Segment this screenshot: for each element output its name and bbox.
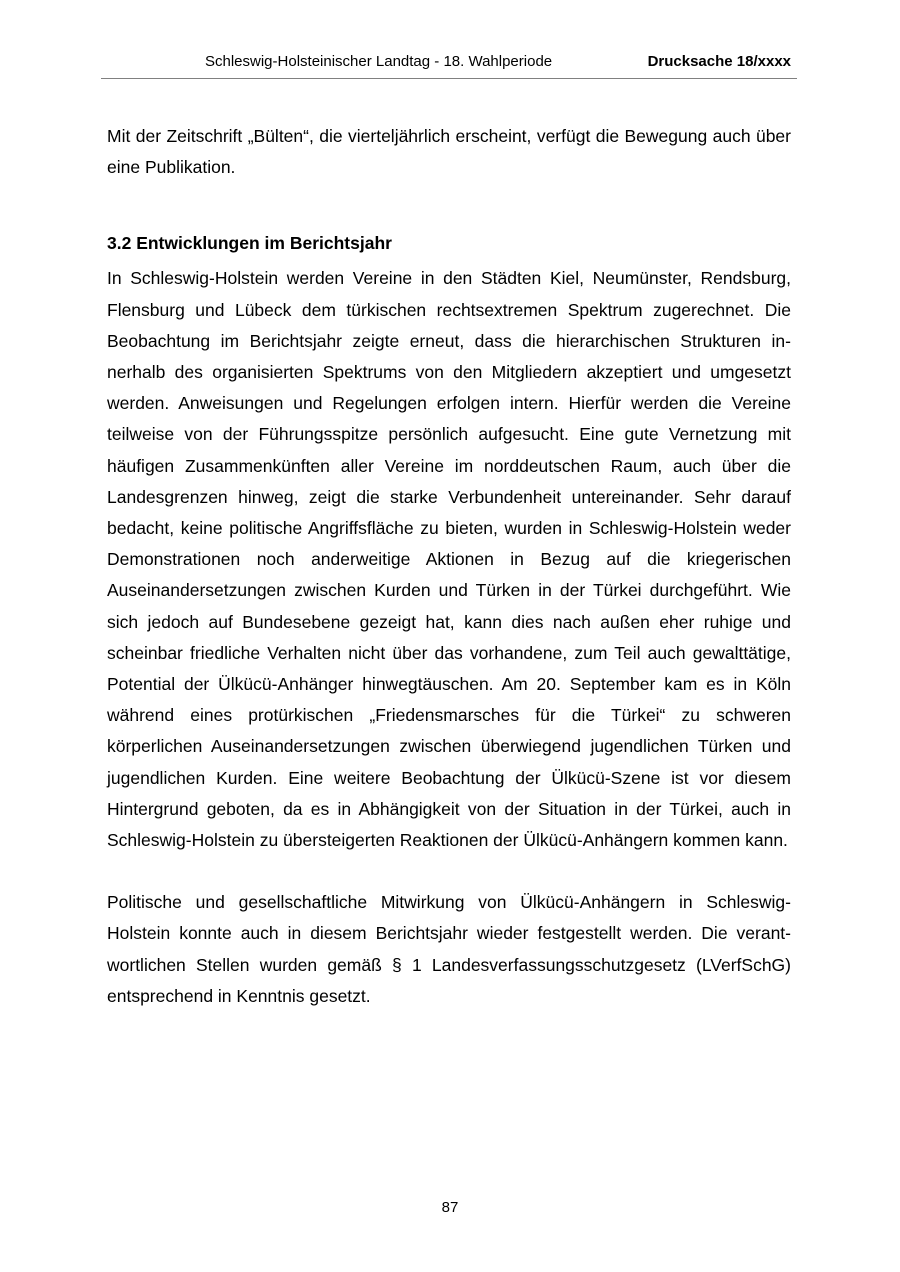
document-number: Drucksache 18/xxxx: [647, 53, 791, 70]
section-heading: 3.2 Entwicklungen im Berichtsjahr: [107, 233, 392, 254]
paragraph-spacer: [107, 856, 791, 887]
page-number: 87: [441, 1199, 459, 1216]
page-header: [101, 52, 797, 79]
document-body: [107, 121, 791, 1012]
body-paragraph-2: Politische und gesellschaftliche Mitwirkung von Ülkücü-Anhängern in Schleswig-Holstein konnte auch in diesem Berichtsjahr wieder festgestellt werden. Die verantwortlichen Stellen wurden gemäß § 1 Landesverfassungsschutzgesetz (LVerfSchG) entsprechend in Kenntnis gesetzt.: [107, 892, 791, 1006]
intro-paragraph: Mit der Zeitschrift „Bülten“, die vierteljährlich erscheint, verfügt die Bewegung auch über eine Publikation.: [107, 126, 791, 178]
header-title: Schleswig-Holsteinischer Landtag - 18. Wahlperiode: [205, 53, 553, 70]
body-paragraph-1: In Schleswig-Holstein werden Vereine in den Städten Kiel, Neumünster, Rendsburg, Flensburg und Lübeck dem türkischen rechtsextremen Spektrum zugerechnet. Die Beobachtung im Berichtsjahr zeigte erneut, dass die hierarchischen Strukturen innerhalb des organisierten Spektrums von den Mitgliedern akzeptiert und umgesetzt werden. Anweisungen und Regelungen erfolgen intern. Hierfür werden die Vereine teilweise von der Führungsspitze persönlich aufgesucht. Eine gute Vernetzung mit häufigen Zusammenkünften aller Vereine im norddeutschen Raum, auch über die Landesgrenzen hinweg, zeigt die starke Verbundenheit untereinander. Sehr darauf bedacht, keine politische Angriffsfläche zu bieten, wurden in Schleswig-Holstein weder Demonstrationen noch anderweitige Aktionen in Bezug auf die kriegerischen Auseinandersetzungen zwischen Kurden und Türken in der Türkei durchgeführt. Wie sich jedoch auf Bundesebene gezeigt hat, kann dies nach außen eher ruhige und scheinbar friedliche Verhalten nicht über das vorhandene, zum Teil auch gewalttätige, Potential der Ülkücü-Anhänger hinwegtäuschen. Am 20. September kam es in Köln während eines protürkischen „Friedensmarsches für die Türkei“ zu schweren körperlichen Auseinandersetzungen zwischen überwiegend jugendlichen Türken und jugendlichen Kurden. Eine weitere Beobachtung der Ülkücü-Szene ist vor diesem Hintergrund geboten, da es in Abhängigkeit von der Situation in der Türkei, auch in Schleswig-Holstein zu übersteigerten Reaktionen der Ülkücü-Anhängern kommen kann.: [107, 268, 791, 851]
